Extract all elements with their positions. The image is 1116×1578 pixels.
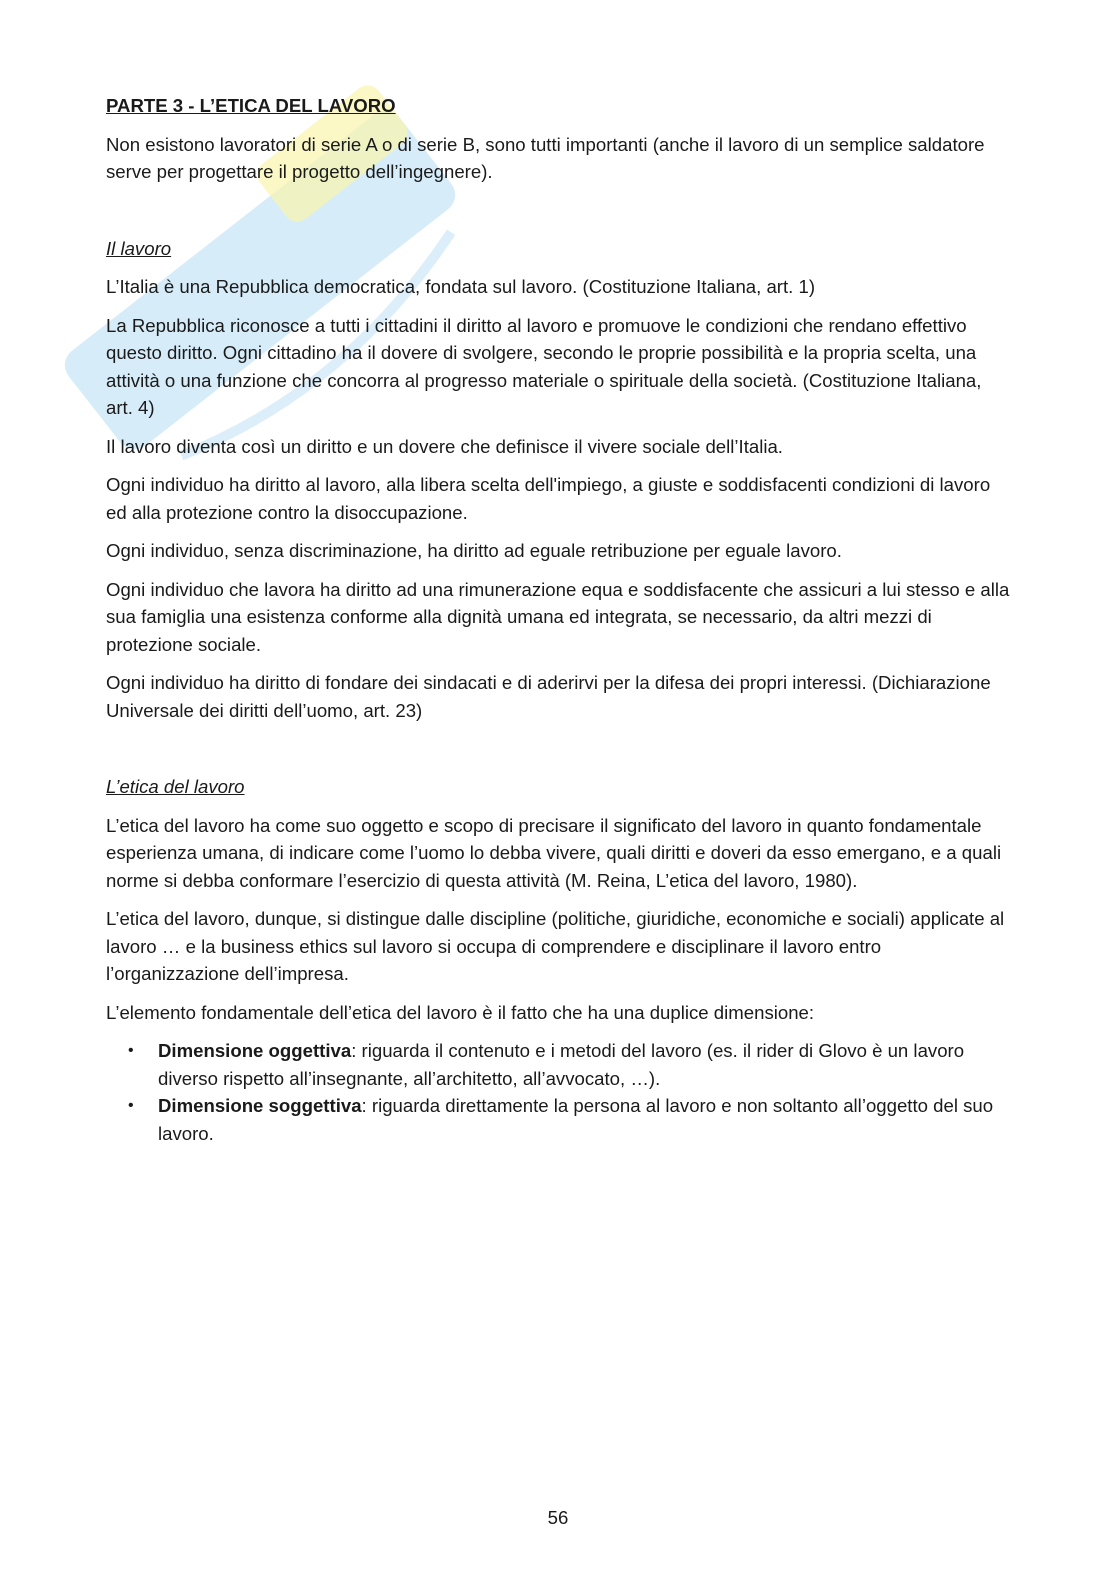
intro-paragraph: Non esistono lavoratori di serie A o di serie B, sono tutti importanti (anche il lavoro di un semplice saldatore serve per progettare il progetto dell’ingegnere).	[106, 133, 985, 182]
paragraph: Il lavoro diventa così un diritto e un dovere che definisce il vivere sociale dell’Italia.	[106, 435, 783, 457]
page-number: 56	[547, 1507, 569, 1528]
paragraph: Ogni individuo, senza discriminazione, ha diritto ad eguale retribuzione per eguale lavoro.	[106, 540, 842, 561]
section-title-etica-del-lavoro: L’etica del lavoro	[106, 776, 245, 797]
paragraph: Ogni individuo ha diritto al lavoro, alla libera scelta dell'impiego, a giuste e soddisfacenti condizioni di lavoro ed alla protezione contro la disoccupazione.	[106, 474, 991, 523]
paragraph: L’etica del lavoro, dunque, si distingue dalle discipline (politiche, giuridiche, economiche e sociali) applicate al lavoro … e la business ethics sul lavoro si occupa di comprendere e disciplinare il lavoro entro l’organizzazione dell’impresa.	[106, 908, 1005, 984]
document-body	[106, 92, 1011, 1147]
page-heading: PARTE 3 - L’ETICA DEL LAVORO	[106, 95, 396, 116]
list-item-term: Dimensione oggettiva	[158, 1040, 352, 1061]
section-title-il-lavoro: Il lavoro	[106, 237, 172, 259]
paragraph: L’elemento fondamentale dell’etica del lavoro è il fatto che ha una duplice dimensione:	[106, 1001, 815, 1023]
bullet-icon: •	[128, 1042, 134, 1059]
paragraph: L’etica del lavoro ha come suo oggetto e scopo di precisare il significato del lavoro in quanto fondamentale esperienza umana, di indicare come l’uomo lo debba vivere, quali diritti e doveri da esso emergano, e a quali norme si debba conformare l’esercizio di questa attività (M. Reina, L’etica del lavoro, 1980).	[106, 814, 1002, 891]
paragraph: La Repubblica riconosce a tutti i cittadini il diritto al lavoro e promuove le condizioni che rendano effettivo questo diritto. Ogni cittadino ha il dovere di svolgere, secondo le proprie possibilità e la propria scelta, una attività o una funzione che concorra al progresso materiale o spirituale della società. (Costituzione Italiana, art. 4)	[106, 314, 982, 418]
list-item-text: : riguarda il contenuto e i metodi del lavoro (es. il rider di Glovo è un lavoro diverso rispetto all’insegnante, all’architetto, all’avvocato, …).	[158, 1040, 965, 1089]
list-item-text: : riguarda direttamente la persona al lavoro e non soltanto all’oggetto del suo lavoro.	[158, 1095, 994, 1144]
list-item	[106, 1092, 1011, 1147]
dimension-list	[106, 1037, 1011, 1147]
spacer	[106, 197, 1011, 235]
list-item	[106, 1037, 1011, 1092]
paragraph: Ogni individuo che lavora ha diritto ad una rimunerazione equa e soddisfacente che assicuri a lui stesso e alla sua famiglia una esistenza conforme alla dignità umana ed integrata, se necessario, da altri mezzi di protezione sociale.	[106, 578, 1010, 655]
spacer	[106, 735, 1011, 773]
paragraph: L’Italia è una Repubblica democratica, fondata sul lavoro. (Costituzione Italiana, art. 1)	[106, 276, 816, 297]
paragraph: Ogni individuo ha diritto di fondare dei sindacati e di aderirvi per la difesa dei propri interessi. (Dichiarazione Universale dei diritti dell’uomo, art. 23)	[106, 672, 991, 721]
list-item-term: Dimensione soggettiva	[158, 1095, 362, 1116]
bullet-icon: •	[128, 1097, 134, 1114]
